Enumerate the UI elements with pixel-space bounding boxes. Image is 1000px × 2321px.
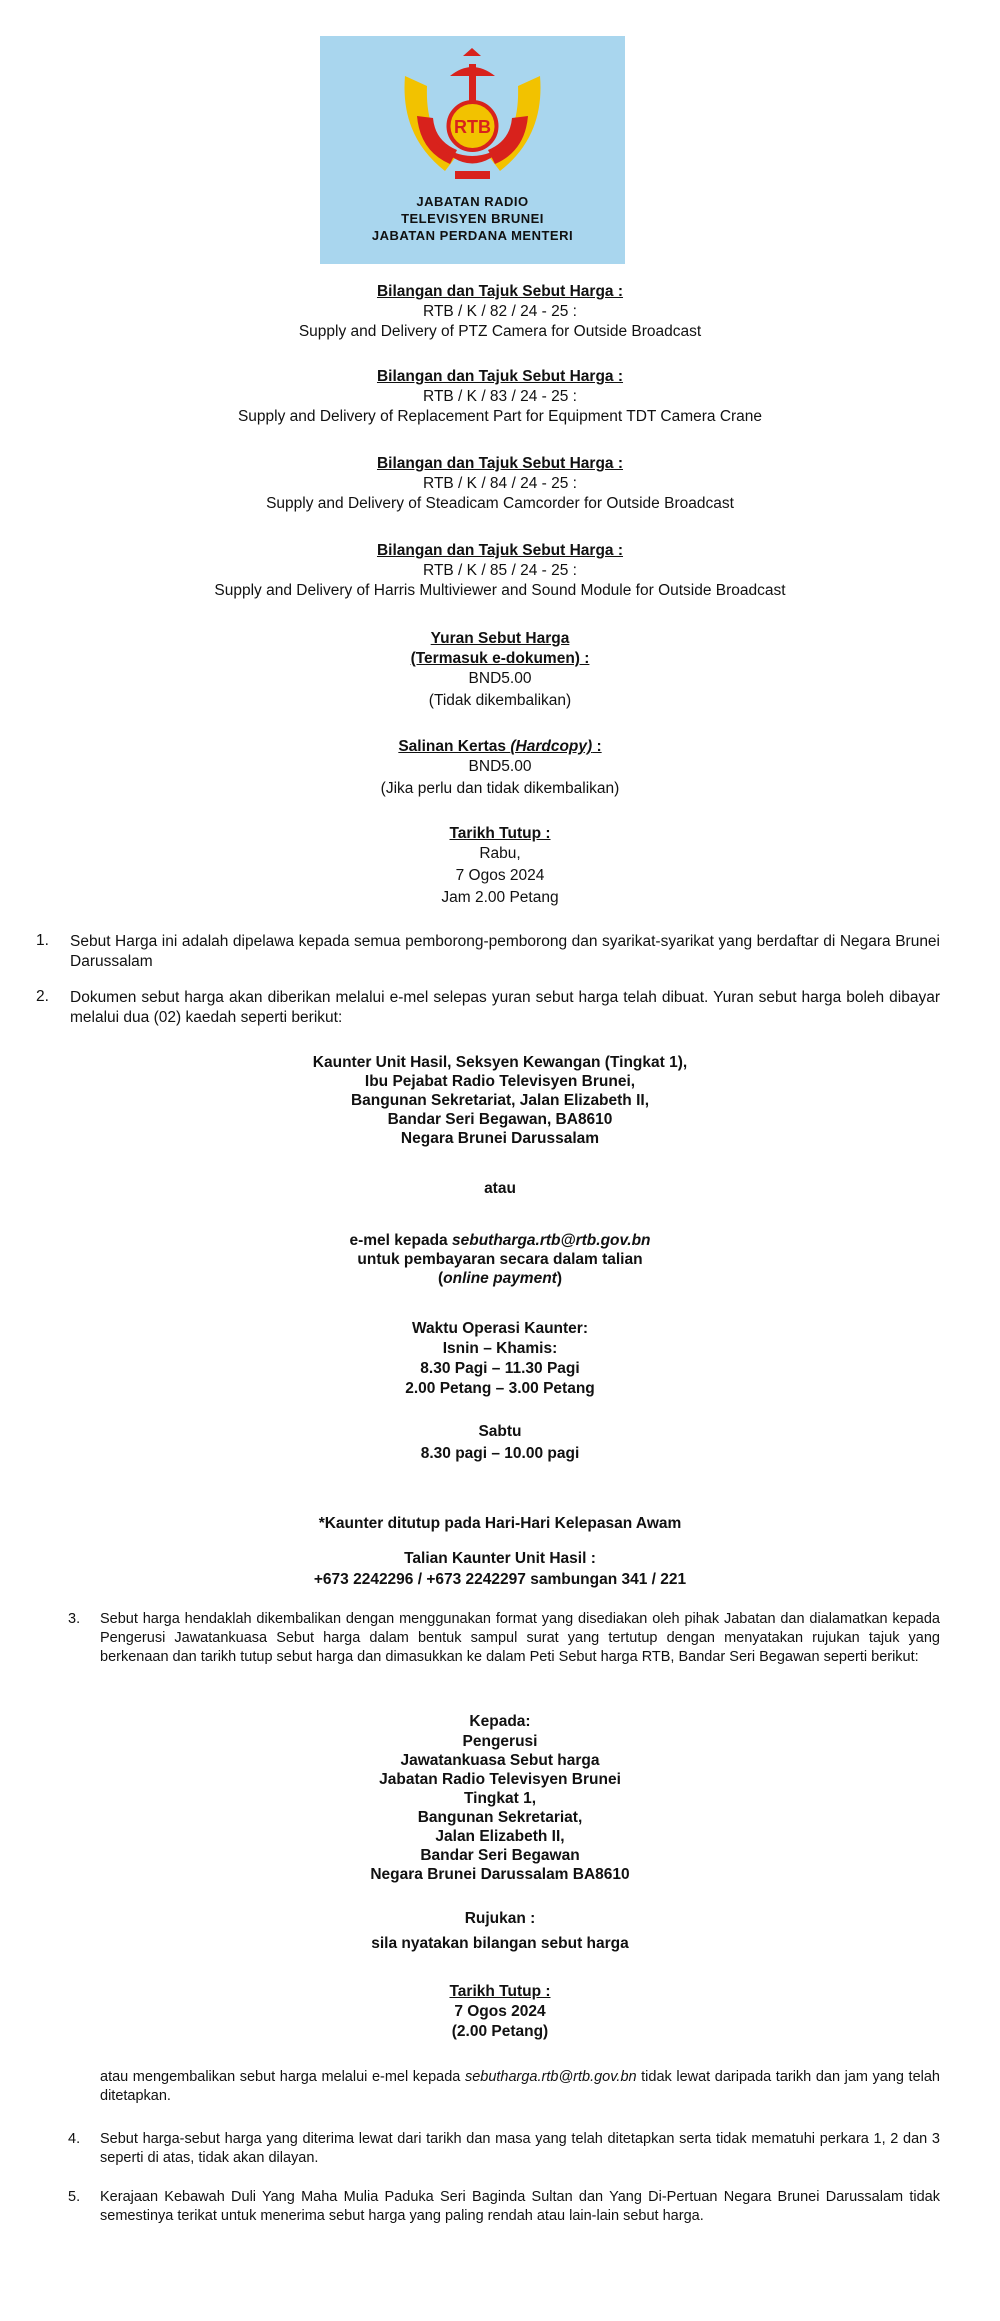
recipient-line: Bangunan Sekretariat, [417,1809,583,1826]
closing-date: 7 Ogos 2024 [455,867,545,884]
recipient-line: Jalan Elizabeth II, [435,1828,565,1845]
item-1-text: Sebut Harga ini adalah dipelawa kepada semua pemborong-pemborong dan syarikat-syarikat yang berdaftar di Negara Brunei Darussalam [70,933,940,970]
hardcopy-amount: BND5.00 [468,758,532,775]
logo-caption-line: JABATAN RADIO [416,194,529,209]
counter-address-line: Kaunter Unit Hasil, Seksyen Kewangan (Tingkat 1), [312,1054,688,1071]
counter-address-line: Ibu Pejabat Radio Televisyen Brunei, [364,1073,636,1090]
close-date: 7 Ogos 2024 [454,2003,546,2020]
hours-weekdays: Isnin – Khamis: [442,1340,558,1357]
counter-address-line: Bangunan Sekretariat, Jalan Elizabeth II, [350,1092,650,1109]
closing-time: Jam 2.00 Petang [441,889,559,906]
rtb-emblem-icon [395,46,550,191]
counter-address-line: Bandar Seri Begawan, BA8610 [387,1111,613,1128]
hours-saturday: Sabtu [478,1423,522,1440]
item-3-text: Sebut harga hendaklah dikembalikan dengan menggunakan format yang disediakan oleh pihak Jabatan dan dialamatkan kepada Pengerusi Jawatankuasa Sebut harga dalam bentuk sampul surat yang tertutup dengan menyatakan rujukan tajuk yang berkenaan dan tarikh tutup sebut harga dan dimasukkan ke dalam Peti Sebut harga RTB, Bandar Seri Begawan seperti berikut: [100,1611,940,1665]
email-line: e-mel kepada sebutharga.rtb@rtb.gov.bn [349,1232,651,1249]
recipient-to: Kepada: [469,1713,531,1730]
recipient-line: Tingkat 1, [463,1790,537,1807]
online-line: untuk pembayaran secara dalam talian [357,1251,643,1268]
recipient-line: Bandar Seri Begawan [420,1847,580,1864]
holiday-note: *Kaunter ditutup pada Hari-Hari Kelepasan Awam [318,1515,682,1532]
hours-sat-slot: 8.30 pagi – 10.00 pagi [420,1445,580,1462]
item-2-text: Dokumen sebut harga akan diberikan melalui e-mel selepas yuran sebut harga telah dibuat. Yuran sebut harga boleh dibayar melalui dua (02) kaedah seperti berikut: [70,989,940,1026]
tender-ref: RTB / K / 82 / 24 - 25 : [423,303,577,320]
hardcopy-note: (Jika perlu dan tidak dikembalikan) [380,780,620,797]
phone-numbers: +673 2242296 / +673 2242297 sambungan 341 / 221 [313,1571,687,1588]
tender-title: Supply and Delivery of Steadicam Camcorder for Outside Broadcast [266,495,734,512]
email-link[interactable]: sebutharga.rtb@rtb.gov.bn [451,1232,651,1249]
item-number: 1. [36,932,49,949]
tender-ref: RTB / K / 84 / 24 - 25 : [423,475,577,492]
tender-title: Supply and Delivery of Harris Multiviewer and Sound Module for Outside Broadcast [214,582,786,599]
logo-caption-line: JABATAN PERDANA MENTERI [371,228,574,243]
ref-heading: Rujukan : [464,1910,536,1927]
recipient-line: Jawatankuasa Sebut harga [400,1752,600,1769]
item-5-text: Kerajaan Kebawah Duli Yang Maha Mulia Paduka Seri Baginda Sultan dan Yang Di-Pertuan Negara Brunei Darussalam tidak semestinya terikat untuk menerima sebut harga yang paling rendah atau lain-lain sebut harga. [100,2189,940,2224]
tender-heading: Bilangan dan Tajuk Sebut Harga : [376,455,624,472]
counter-address-line: Negara Brunei Darussalam [400,1130,600,1147]
tender-title: Supply and Delivery of PTZ Camera for Outside Broadcast [298,323,702,340]
online-payment-line: (online payment) [437,1270,563,1287]
item-number: 5. [68,2189,81,2205]
ref-text: sila nyatakan bilangan sebut harga [371,1935,629,1952]
close-heading: Tarikh Tutup : [449,1983,551,2000]
closing-heading: Tarikh Tutup : [449,825,551,842]
rtb-logo-box [320,36,625,264]
tender-heading: Bilangan dan Tajuk Sebut Harga : [376,542,624,559]
hardcopy-heading: Salinan Kertas (Hardcopy) : [398,738,602,755]
or-label: atau [484,1180,516,1197]
return-email-link[interactable]: sebutharga.rtb@rtb.gov.bn [464,2069,637,2085]
close-time: (2.00 Petang) [451,2023,549,2040]
return-note: atau mengembalikan sebut harga melalui e-mel kepada sebutharga.rtb@rtb.gov.bn tidak lewat daripada tarikh dan jam yang telah ditetapkan. [100,2069,940,2104]
tender-heading: Bilangan dan Tajuk Sebut Harga : [376,368,624,385]
tender-ref: RTB / K / 83 / 24 - 25 : [423,388,577,405]
closing-day: Rabu, [479,845,521,862]
fee-heading-sub: (Termasuk e-dokumen) : [410,650,590,667]
recipient-line: Pengerusi [462,1733,538,1750]
recipient-line: Negara Brunei Darussalam BA8610 [370,1866,630,1883]
tender-ref: RTB / K / 85 / 24 - 25 : [423,562,577,579]
phone-heading: Talian Kaunter Unit Hasil : [404,1550,596,1567]
item-4-text: Sebut harga-sebut harga yang diterima lewat dari tarikh dan masa yang telah ditetapkan serta tidak mematuhi perkara 1, 2 dan 3 seperti di atas, tidak akan dilayan. [100,2131,940,2166]
hours-slot: 2.00 Petang – 3.00 Petang [405,1380,595,1397]
item-number: 3. [68,1611,81,1627]
item-number: 2. [36,988,49,1005]
hours-heading: Waktu Operasi Kaunter: [412,1320,588,1337]
hours-slot: 8.30 Pagi – 11.30 Pagi [420,1360,580,1377]
recipient-line: Jabatan Radio Televisyen Brunei [379,1771,621,1788]
tender-heading: Bilangan dan Tajuk Sebut Harga : [376,283,624,300]
logo-caption-line: TELEVISYEN BRUNEI [401,211,544,226]
fee-note: (Tidak dikembalikan) [428,692,572,709]
fee-amount: BND5.00 [468,670,532,687]
emblem-text: RTB [454,117,491,137]
item-number: 4. [68,2131,81,2147]
tender-title: Supply and Delivery of Replacement Part for Equipment TDT Camera Crane [237,408,763,425]
fee-heading: Yuran Sebut Harga [430,630,570,647]
